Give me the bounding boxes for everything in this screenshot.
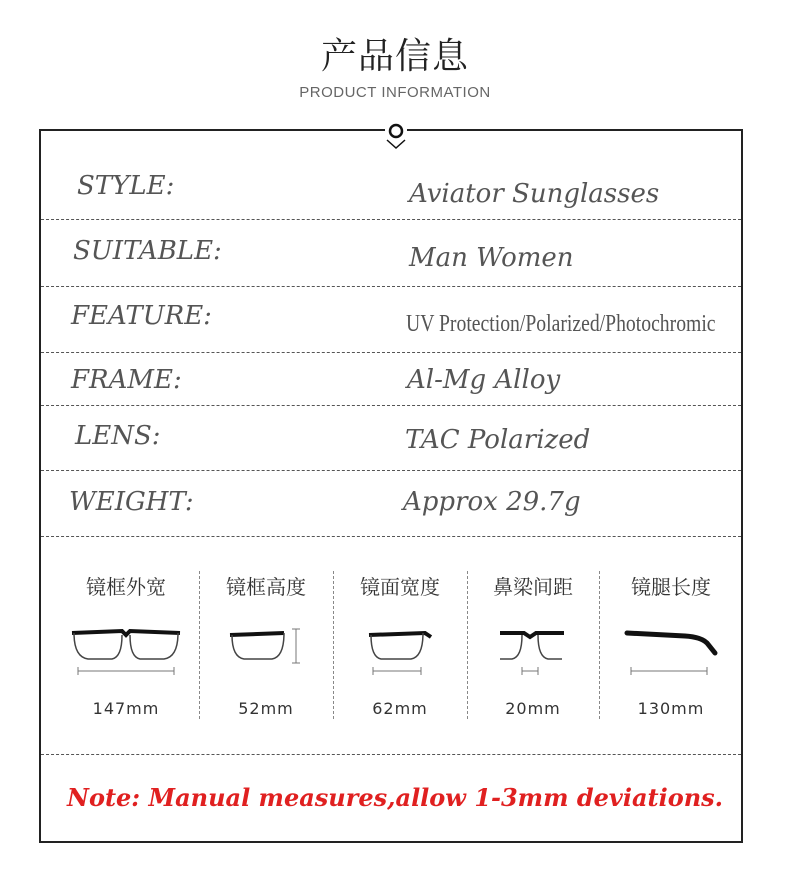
divider [599, 571, 600, 719]
measure-value: 147mm [92, 699, 160, 718]
spec-value-feature: UV Protection/Polarized/Photochromic [406, 311, 716, 337]
divider [41, 405, 741, 406]
spec-value-style: Aviator Sunglasses [409, 179, 660, 209]
temple-length-icon [623, 623, 719, 679]
measure-value: 62mm [372, 699, 428, 718]
spec-value-lens: TAC Polarized [405, 425, 591, 455]
spec-label-frame: FRAME: [71, 365, 182, 395]
measure-value: 20mm [505, 699, 561, 718]
location-pin-icon [385, 122, 407, 152]
spec-label-feature: FEATURE: [71, 301, 212, 331]
spec-value-frame: Al-Mg Alloy [407, 365, 561, 395]
spec-panel [39, 129, 743, 843]
page-title: 产品信息 [320, 36, 469, 77]
spec-label-suitable: SUITABLE: [73, 236, 222, 266]
measure-name: 镜框高度 [226, 575, 306, 599]
spec-label-weight: WEIGHT: [69, 487, 194, 517]
page-subtitle: PRODUCT INFORMATION [299, 84, 491, 101]
divider [41, 754, 741, 755]
measure-name: 镜面宽度 [360, 575, 440, 599]
measure-name: 镜腿长度 [631, 575, 711, 599]
measure-bridge-width [473, 571, 593, 721]
frame-height-icon [226, 623, 306, 679]
divider [333, 571, 334, 719]
measure-lens-width [339, 571, 461, 721]
divider [41, 219, 741, 220]
measure-temple-length [607, 571, 735, 721]
spec-label-lens: LENS: [75, 421, 161, 451]
measure-name: 鼻梁间距 [493, 575, 573, 599]
divider [41, 536, 741, 537]
measure-frame-height [207, 571, 325, 721]
lens-width-icon [365, 623, 435, 679]
measure-value: 52mm [238, 699, 294, 718]
divider [467, 571, 468, 719]
spec-label-style: STYLE: [77, 171, 175, 201]
divider [41, 352, 741, 353]
measure-name: 镜框外宽 [86, 575, 166, 599]
spec-value-suitable: Man Women [409, 243, 574, 273]
measure-value: 130mm [637, 699, 705, 718]
measure-frame-width [61, 571, 191, 721]
divider [41, 286, 741, 287]
frame-width-icon [70, 623, 182, 679]
note-text: Note: Manual measures,allow 1-3mm deviations. [67, 783, 724, 812]
bridge-width-icon [498, 623, 568, 679]
spec-value-weight: Approx 29.7g [403, 487, 581, 517]
divider [41, 470, 741, 471]
divider [199, 571, 200, 719]
